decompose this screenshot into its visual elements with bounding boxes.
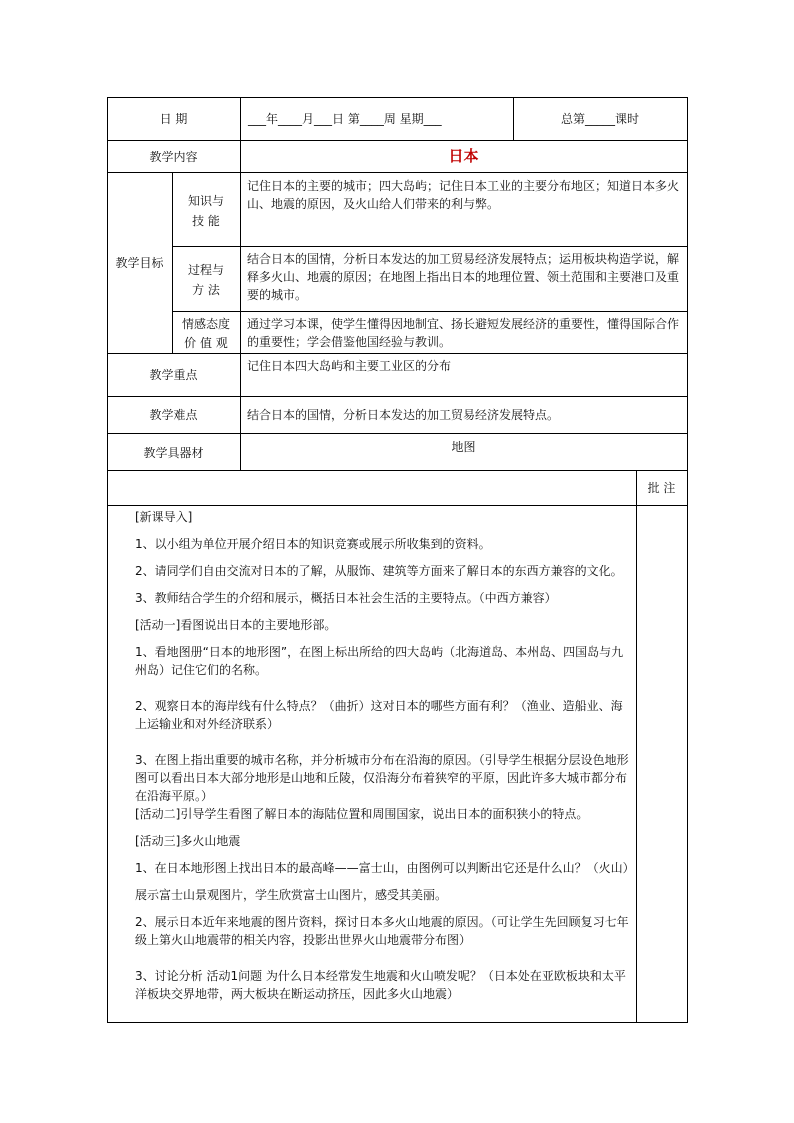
- date-label: 日 期: [159, 112, 188, 126]
- goals-label: 教学目标: [115, 256, 164, 270]
- body-paragraph: 2、请同学们自由交流对日本的了解，从服饰、建筑等方面来了解日本的东西方兼容的文化。: [135, 564, 623, 578]
- body-paragraph: 3、教师结合学生的介绍和展示，概括日本社会生活的主要特点。（中西方兼容）: [135, 591, 557, 605]
- knowledge-label-line2: 技 能: [192, 214, 220, 228]
- body-paragraph: 1、看地图册“日本的地形图”，在图上标出所给的四大岛屿（北海道岛、本州岛、四国岛与九州岛）记住它们的名称。: [135, 645, 624, 677]
- emotion-text: 通过学习本课，使学生懂得因地制宜、扬长避短发展经济的重要性，懂得国际合作的重要性；学会借鉴他国经验与教训。: [247, 317, 680, 349]
- emotion-label-line1: 情感态度: [181, 317, 230, 331]
- process-label-line2: 方 法: [192, 283, 220, 297]
- body-paragraph: [新课导入]: [135, 510, 193, 524]
- body-paragraph: 2、观察日本的海岸线有什么特点？（曲折）这对日本的哪些方面有利？（渔业、造船业、海上运输业和对外经济联系）: [135, 699, 623, 731]
- lesson-body: [113, 506, 635, 1020]
- key-point-label: 教学重点: [149, 368, 198, 382]
- body-paragraph: 展示富士山景观图片，学生欣赏富士山图片，感受其美丽。: [135, 888, 448, 902]
- body-paragraph: 1、在日本地形图上找出日本的最高峰——富士山，由图例可以判断出它还是什么山？（火山）: [135, 861, 635, 875]
- notes-label: 批 注: [647, 481, 676, 495]
- tools-text: 地图: [451, 440, 476, 454]
- key-point-text: 记住日本四大岛屿和主要工业区的分布: [247, 359, 452, 373]
- difficult-point-label: 教学难点: [149, 408, 198, 422]
- period-count: 总第_____课时: [560, 112, 639, 126]
- body-paragraph: [活动一]看图说出日本的主要地形部。: [135, 618, 337, 632]
- process-label-line1: 过程与: [187, 263, 224, 277]
- body-paragraph: 3、在图上指出重要的城市名称，并分析城市分布在沿海的原因。（引导学生根据分层设色地形图可以看出日本大部分地形是山地和丘陵，仅沿海分布着狭窄的平原，因此许多大城市都分布在沿海平原。）: [135, 753, 629, 803]
- date-value: ___年____月___日 第____周 星期___: [248, 112, 442, 126]
- process-text: 结合日本的国情，分析日本发达的加工贸易经济发展特点；运用板块构造学说，解释多火山、地震的原因；在地图上指出日本的地理位置、领土范围和主要港口及重要的城市。: [247, 252, 680, 302]
- lesson-title: 日本: [448, 147, 479, 165]
- knowledge-label-line1: 知识与: [187, 194, 224, 208]
- body-paragraph: 2、展示日本近年来地震的图片资料，探讨日本多火山地震的原因。（可让学生先回顾复习七年级上第火山地震带的相关内容，投影出世界火山地震带分布图）: [135, 915, 629, 947]
- knowledge-text: 记住日本的主要的城市；四大岛屿；记住日本工业的主要分布地区；知道日本多火山、地震的原因，及火山给人们带来的利与弊。: [247, 179, 680, 211]
- body-paragraph: [活动二]引导学生看图了解日本的海陆位置和周围国家，说出日本的面积狭小的特点。: [135, 807, 589, 821]
- body-paragraph: 1、以小组为单位开展介绍日本的知识竞赛或展示所收集到的资料。: [135, 537, 491, 551]
- body-paragraph: [活动三]多火山地震: [135, 834, 241, 848]
- emotion-label-line2: 价 值 观: [184, 336, 228, 350]
- body-paragraph: 3、讨论分析 活动1问题 为什么日本经常发生地震和火山喷发呢？（日本处在亚欧板块和太平洋板块交界地带，两大板块在断运动挤压，因此多火山地震）: [135, 969, 626, 1001]
- content-label: 教学内容: [149, 150, 198, 164]
- tools-label: 教学具器材: [143, 446, 204, 460]
- difficult-point-text: 结合日本的国情，分析日本发达的加工贸易经济发展特点。: [247, 408, 560, 422]
